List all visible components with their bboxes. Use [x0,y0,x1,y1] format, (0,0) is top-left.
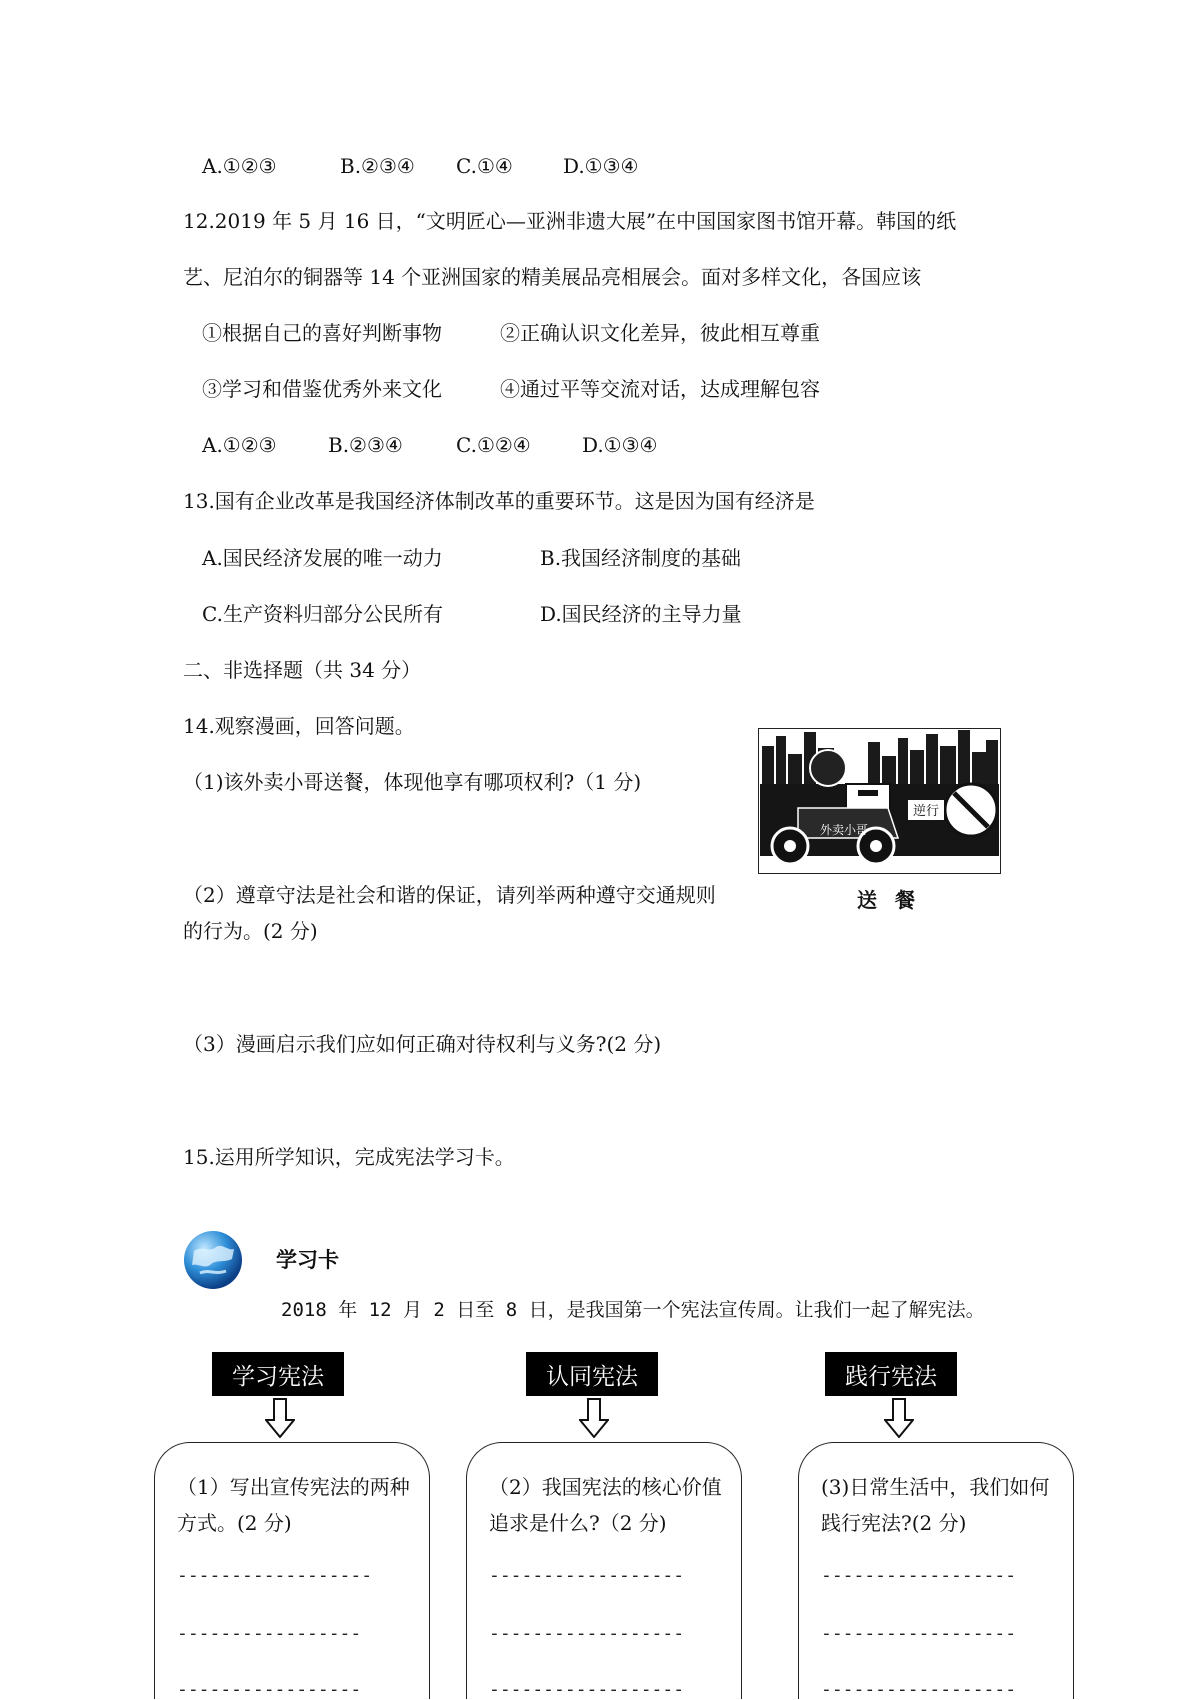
arrow-down-icon [579,1398,609,1438]
answer-line[interactable]: ----------------- [177,1679,362,1700]
answer-line[interactable]: ------------------ [489,1623,685,1644]
card-box-2 [466,1442,742,1699]
answer-line[interactable]: ------------------ [821,1565,1017,1586]
q12-option-b: B.②③④ [328,433,403,457]
answer-line[interactable]: ------------------ [489,1679,685,1700]
q11-option-c: C.①④ [456,154,513,178]
card-question-1: （1）写出宣传宪法的两种方式。(2 分) [177,1475,410,1535]
card-question-2: （2）我国宪法的核心价值追求是什么?（2 分) [489,1475,722,1535]
q12-option-c: C.①②④ [456,433,531,457]
card-box-1 [154,1442,430,1699]
arrow-down-icon [265,1398,295,1438]
q13-option-a: A.国民经济发展的唯一动力 [202,546,443,570]
comic-image [758,728,1001,874]
q12-stem-line1: 12.2019 年 5 月 16 日，“文明匠心—亚洲非遗大展”在中国国家图书馆开幕。韩国的纸 [183,209,957,233]
q13-option-b: B.我国经济制度的基础 [540,546,742,570]
globe-icon [182,1229,244,1291]
tag-practice-constitution: 践行宪法 [825,1352,957,1396]
q12-option-a: A.①②③ [202,433,277,457]
comic-sign-text: 逆行 [912,804,940,819]
q12-item-1: ①根据自己的喜好判断事物 [202,321,442,345]
q14-part2-line1: （2）遵章守法是社会和谐的保证，请列举两种遵守交通规则 [183,883,716,907]
q13-option-d: D.国民经济的主导力量 [540,602,742,626]
q11-option-a: A.①②③ [202,154,277,178]
comic-bike-label: 外卖小哥 [819,823,869,837]
arrow-down-icon [884,1398,914,1438]
answer-line[interactable]: ------------------ [821,1623,1017,1644]
answer-line[interactable]: ------------------ [489,1565,685,1586]
card-box-3 [798,1442,1074,1699]
tag-study-constitution: 学习宪法 [212,1352,344,1396]
q14-stem: 14.观察漫画，回答问题。 [183,714,415,738]
card-title: 学习卡 [276,1248,339,1272]
section-heading: 二、非选择题（共 34 分） [183,658,422,682]
q14-part3: （3）漫画启示我们应如何正确对待权利与义务?(2 分) [183,1032,662,1056]
q12-item-2: ②正确认识文化差异，彼此相互尊重 [500,321,820,345]
card-question-3: (3)日常生活中，我们如何践行宪法?(2 分) [821,1475,1050,1535]
card-intro: 2018 年 12 月 2 日至 8 日，是我国第一个宪法宣传周。让我们一起了解宪法。 [281,1299,985,1321]
answer-line[interactable]: ------------------ [821,1679,1017,1700]
q11-option-d: D.①③④ [563,154,639,178]
q13-stem: 13.国有企业改革是我国经济体制改革的重要环节。这是因为国有经济是 [183,489,815,513]
q14-part2-line2: 的行为。(2 分) [183,919,318,943]
tag-endorse-constitution: 认同宪法 [526,1352,658,1396]
answer-line[interactable]: ------------------ [177,1565,373,1586]
q12-stem-line2: 艺、尼泊尔的铜器等 14 个亚洲国家的精美展品亮相展会。面对多样文化，各国应该 [183,265,922,289]
q13-option-c: C.生产资料归部分公民所有 [202,602,443,626]
q12-item-3: ③学习和借鉴优秀外来文化 [202,377,442,401]
answer-line[interactable]: ----------------- [177,1623,362,1644]
q12-item-4: ④通过平等交流对话，达成理解包容 [500,377,820,401]
q15-stem: 15.运用所学知识，完成宪法学习卡。 [183,1145,515,1169]
comic-caption: 送餐 [857,888,933,912]
q12-option-d: D.①③④ [582,433,658,457]
q14-part1: （1)该外卖小哥送餐，体现他享有哪项权利?（1 分) [183,770,642,794]
q11-option-b: B.②③④ [340,154,415,178]
